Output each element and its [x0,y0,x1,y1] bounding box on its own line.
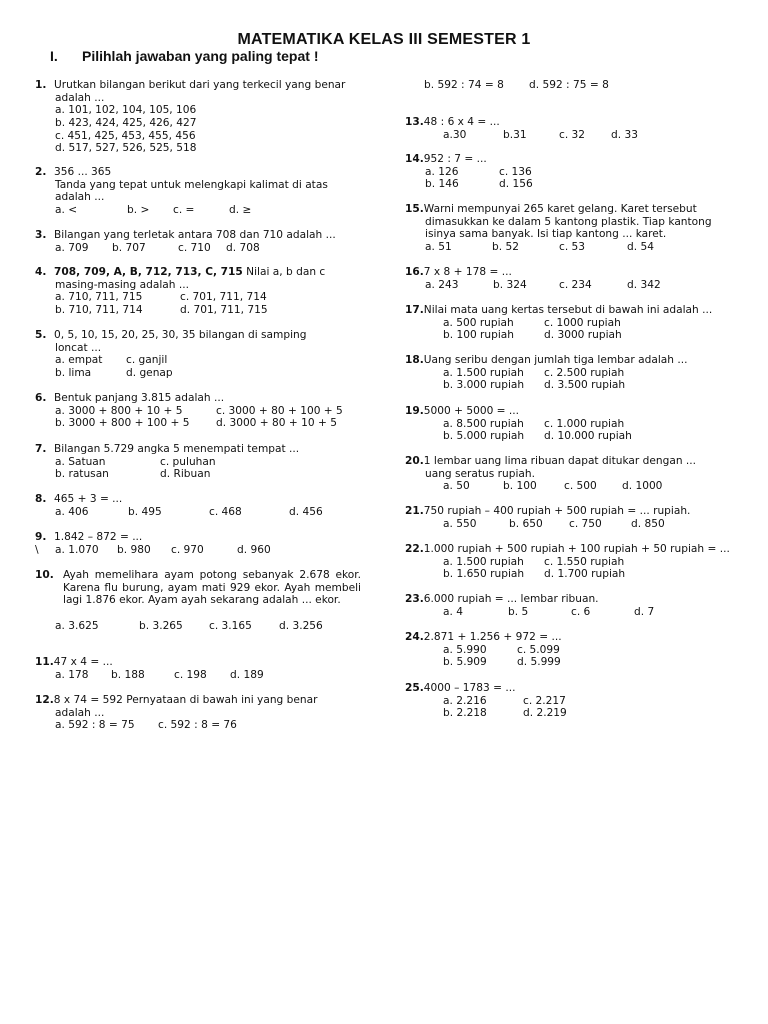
option-c: c. ganjil [126,354,168,367]
question-12 [35,694,317,732]
question-number: 17. [405,304,424,316]
question-number: 8. [35,493,47,505]
question-text: 5000 + 5000 = ... [423,405,520,417]
question-text: 6.000 rupiah = ... lembar ribuan. [423,593,599,605]
option-a: a. 178 [55,668,89,681]
option-c: c. = [173,204,195,217]
question-text: 8 x 74 = 592 Pernyataan di bawah ini yang benar [53,694,318,706]
question-2 [35,166,328,217]
option-b: b. 592 : 74 = 8 [424,79,504,91]
question-number: 24. [405,631,424,643]
section-instruction: Pilihlah jawaban yang paling tepat ! [82,48,319,64]
question-text: adalah ... [55,91,105,104]
question-text: 356 ... 365 [54,166,112,178]
question-19 [405,405,632,443]
option-d: d. 156 [499,178,533,191]
question-5 [35,329,306,380]
question-9 [35,531,271,556]
option-c: c. 234 [559,278,592,291]
question-17 [405,304,712,342]
option-d: d. Ribuan [160,468,211,481]
question-number: 6. [35,392,47,404]
option-a: a. 406 [55,505,89,518]
question-text: uang seratus rupiah. [425,467,535,480]
question-24 [405,631,562,669]
option-a: a. 50 [443,480,470,493]
option-d: d. 5.999 [517,656,561,669]
option-b: b. 1.650 rupiah [443,568,525,581]
option-d: d. 54 [627,241,654,254]
option-c: c. 3.165 [209,620,252,633]
option-d: d. 3000 rupiah [544,329,622,342]
option-a: a. 8.500 rupiah [443,417,524,430]
question-text: Tanda yang tepat untuk melengkapi kalimat di atas [55,178,328,191]
question-text: Ayah memelihara ayam potong sebanyak 2.678 ekor. Karena flu burung, ayam mati 929 ekor. Ayah membeli lagi 1.876 ekor. Ayam ayah sekarang adalah ... ekor. [63,569,361,607]
option-c: c. 451, 425, 453, 455, 456 [55,129,196,142]
option-d: d. 1.700 rupiah [544,568,626,581]
question-number: 16. [405,266,424,278]
question-text: 0, 5, 10, 15, 20, 25, 30, 35 bilangan di samping [54,329,307,341]
option-c: c. 6 [571,605,591,618]
question-number: 21. [405,505,424,517]
option-a: a. 1.070 [55,543,99,556]
option-b: b. 52 [492,241,519,254]
question-text: 7 x 8 + 178 = ... [423,266,512,278]
question-number: 12. [35,694,54,706]
question-text: 2.871 + 1.256 + 972 = ... [423,631,562,643]
question-text: 465 + 3 = ... [54,493,123,505]
question-number: 4. [35,266,47,278]
question-text: Warni mempunyai 265 karet gelang. Karet tersebut [423,203,697,215]
option-a: a. empat [55,354,103,367]
option-c: c. 500 [564,480,597,493]
question-number: 14. [405,153,424,165]
option-c: c. 468 [209,505,242,518]
option-b: b. 324 [493,278,527,291]
question-text: 4000 – 1783 = ... [423,682,516,694]
question-text: 1.842 – 872 = ... [54,531,143,543]
option-b: b. 495 [128,505,162,518]
question-11 [35,656,264,681]
option-d: d. 342 [627,278,661,291]
option-c: c. 592 : 8 = 76 [158,719,237,732]
question-number: 19. [405,405,424,417]
option-a: a. 2.216 [443,694,487,707]
question-13 [405,116,638,141]
question-text: 1 lembar uang lima ribuan dapat ditukar dengan ... [423,455,697,467]
option-c: c. 2.500 rupiah [544,366,625,379]
option-b: b. 100 rupiah [443,329,514,342]
option-c: c. 1.000 rupiah [544,417,625,430]
question-number: 9. [35,531,47,543]
section-heading [50,48,318,64]
option-b: b. 5.909 [443,656,487,669]
question-text: Bilangan 5.729 angka 5 menempati tempat ... [54,443,300,455]
question-14 [405,153,533,191]
question-text: adalah ... [55,191,105,204]
option-d: d. 456 [289,505,323,518]
question-15 [405,203,712,254]
question-text: isinya sama banyak. Isi tiap kantong ... karet. [425,228,667,241]
option-a: a. < [55,204,78,217]
option-c: c. puluhan [160,455,216,468]
option-a: a. 3.625 [55,620,99,633]
option-b: b. 188 [111,668,145,681]
question-16 [405,266,661,291]
option-a: a. 5.990 [443,643,487,656]
question-3 [35,229,336,254]
question-23 [405,593,654,618]
option-c: c. 198 [174,668,207,681]
option-b: b. 100 [503,480,537,493]
question-text: Urutkan bilangan berikut dari yang terkecil yang benar [54,79,346,91]
question-number: 10. [35,569,54,581]
option-d: d. 189 [230,668,264,681]
question-text: 47 x 4 = ... [53,656,113,668]
question-text: dimasukkan ke dalam 5 kantong plastik. Tiap kantong [425,215,712,228]
option-d: d. 10.000 rupiah [544,430,632,443]
option-b: b. 3.265 [139,620,183,633]
question-number: 13. [405,116,424,128]
option-d: d. 7 [634,605,655,618]
option-c: c. 750 [569,517,602,530]
option-a: a. 710, 711, 715 [55,291,143,304]
option-a: a. 126 [425,165,459,178]
question-21 [405,505,690,530]
question-7 [35,443,299,481]
stray-mark: \ [35,543,39,556]
option-b: b. 3.000 rupiah [443,379,525,392]
option-c: c. 2.217 [523,694,566,707]
option-b: b. 423, 424, 425, 426, 427 [55,117,197,130]
question-text: 952 : 7 = ... [423,153,487,165]
option-b: b. 2.218 [443,707,487,720]
option-c: c. 32 [559,128,586,141]
question-number: 7. [35,443,47,455]
question-20 [405,455,696,493]
question-number: 3. [35,229,47,241]
question-12-continued [424,79,609,92]
question-number: 5. [35,329,47,341]
option-a: a. 550 [443,517,477,530]
option-c: c. 1.550 rupiah [544,555,625,568]
option-a: a. 51 [425,241,452,254]
option-b: b. 5.000 rupiah [443,430,525,443]
option-a: a. Satuan [55,455,106,468]
question-text: 750 rupiah – 400 rupiah + 500 rupiah = ... rupiah. [423,505,691,517]
section-number: I. [50,48,58,64]
option-d: d. 3000 + 80 + 10 + 5 [216,417,337,430]
option-d: d. 33 [611,128,638,141]
question-number: 2. [35,166,47,178]
option-d: d. 3.500 rupiah [544,379,626,392]
question-10 [35,569,361,633]
option-a: a. 243 [425,278,459,291]
option-c: c. 5.099 [517,643,560,656]
option-c: c. 701, 711, 714 [180,291,267,304]
option-b: b.31 [503,128,527,141]
option-a: a. 592 : 8 = 75 [55,719,135,732]
question-text: Bilangan yang terletak antara 708 dan 710 adalah ... [54,229,336,241]
option-b: b. ratusan [55,468,109,481]
option-d: d. 1000 [622,480,663,493]
option-b: b. > [127,204,150,217]
question-number: 11. [35,656,54,668]
option-b: b. 707 [112,241,146,254]
option-a: a. 1.500 rupiah [443,366,524,379]
option-c: c. 53 [559,241,586,254]
question-number: 20. [405,455,424,467]
question-25 [405,682,567,720]
question-text: 48 : 6 x 4 = ... [423,116,500,128]
question-text: loncat ... [55,341,102,354]
option-b: b. lima [55,367,92,380]
option-d: d. 708 [226,241,260,254]
option-a: a. 3000 + 800 + 10 + 5 [55,404,183,417]
question-number: 25. [405,682,424,694]
option-a: a. 500 rupiah [443,316,514,329]
option-a: a. 709 [55,241,89,254]
option-d: d. 850 [631,517,665,530]
option-d: d. 3.256 [279,620,323,633]
number-sequence: 708, 709, A, B, 712, 713, C, 715 [54,266,243,278]
option-a: a. 4 [443,605,463,618]
option-c: c. 1000 rupiah [544,316,621,329]
question-text: Bentuk panjang 3.815 adalah ... [54,392,225,404]
question-text: Uang seribu dengan jumlah tiga lembar adalah ... [423,354,688,366]
option-d: d. ≥ [229,204,252,217]
option-a: a. 1.500 rupiah [443,555,524,568]
option-b: b. 710, 711, 714 [55,304,143,317]
question-number: 1. [35,79,47,91]
question-1 [35,79,345,155]
question-text: masing-masing adalah ... [55,278,189,291]
option-c: c. 136 [499,165,532,178]
question-number: 15. [405,203,424,215]
option-c: c. 710 [178,241,211,254]
question-number: 18. [405,354,424,366]
option-b: b. 980 [117,543,151,556]
option-c: c. 3000 + 80 + 100 + 5 [216,404,343,417]
question-text: Nilai a, b dan c [242,266,326,278]
option-b: b. 3000 + 800 + 100 + 5 [55,417,190,430]
question-text: adalah ... [55,706,105,719]
option-b: b. 5 [508,605,529,618]
question-6 [35,392,343,430]
question-18 [405,354,687,392]
option-a: a.30 [443,128,467,141]
option-d: d. 2.219 [523,707,567,720]
question-text: 1.000 rupiah + 500 rupiah + 100 rupiah + 50 rupiah = ... [423,543,730,555]
question-4 [35,266,325,317]
question-8 [35,493,323,518]
question-22 [405,543,730,581]
question-number: 23. [405,593,424,605]
page-title: MATEMATIKA KELAS III SEMESTER 1 [237,31,531,48]
option-d: d. 960 [237,543,271,556]
option-d: d. 517, 527, 526, 525, 518 [55,142,197,155]
question-number: 22. [405,543,424,555]
question-text: Nilai mata uang kertas tersebut di bawah ini adalah ... [423,304,713,316]
option-d: d. 701, 711, 715 [180,304,268,317]
option-a: a. 101, 102, 104, 105, 106 [55,104,197,117]
option-b: b. 650 [509,517,543,530]
option-d: d. 592 : 75 = 8 [529,79,609,91]
option-d: d. genap [126,367,173,380]
option-b: b. 146 [425,178,459,191]
option-c: c. 970 [171,543,204,556]
